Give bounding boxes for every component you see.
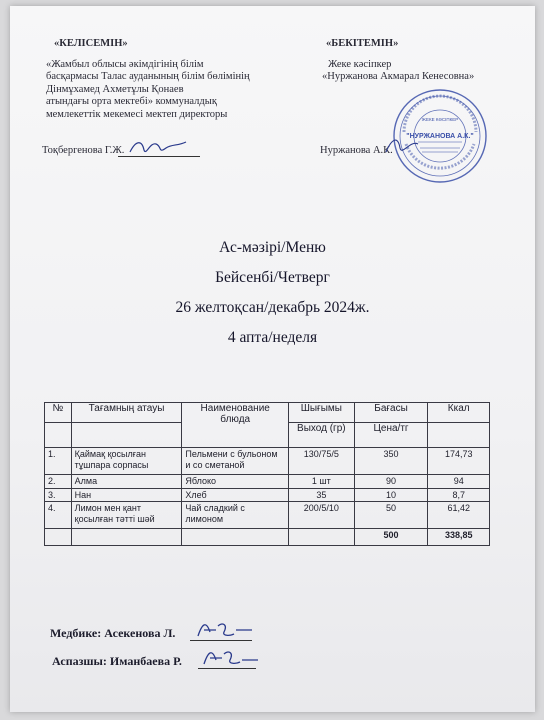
title-date: 26 желтоқсан/декабрь 2024ж.: [175, 299, 370, 316]
cook-signature-line: [198, 668, 256, 669]
table-row: [45, 488, 490, 502]
cell-name-kz: Лимон мен қант қосылған тәтті шәй: [71, 502, 182, 529]
table-row: [45, 502, 490, 529]
cell-num: 4.: [45, 502, 72, 529]
table-row: [45, 448, 490, 475]
cell-num: 3.: [45, 488, 72, 502]
cell-yield: 130/75/5: [289, 448, 355, 475]
cell-kcal: 8,7: [428, 488, 490, 502]
cell-num: 1.: [45, 448, 72, 475]
menu-table: [44, 402, 490, 546]
cell-price: 90: [354, 475, 428, 489]
header-kcal: Ккал: [428, 403, 490, 423]
right-header-title: «БЕКІТЕМІН»: [326, 38, 399, 49]
nurse-signature-mark: [194, 618, 254, 640]
left-header-line: «Жамбыл облысы әкімдігінің білім: [46, 58, 204, 70]
cell-name-kz: Қаймақ қосылған тұшпара сорпасы: [71, 448, 182, 475]
total-price: 500: [354, 529, 428, 546]
cell-yield: 200/5/10: [289, 502, 355, 529]
cell-yield: 1 шт: [289, 475, 355, 489]
header-yield-kz: Шығымы: [289, 403, 355, 423]
cell-num: 2.: [45, 475, 72, 489]
total-kcal: 338,85: [428, 529, 490, 546]
cook-signature-label: Аспазшы: Иманбаева Р.: [52, 654, 182, 668]
cell-name-ru: Чай сладкий с лимоном: [182, 502, 289, 529]
left-header-title: «КЕЛІСЕМІН»: [54, 38, 128, 49]
header-name-ru: Наименование блюда: [182, 403, 289, 448]
cell-yield: 35: [289, 488, 355, 502]
title-week: 4 апта/неделя: [227, 329, 318, 346]
cell-kcal: 94: [428, 475, 490, 489]
header-price-kz: Бағасы: [354, 403, 428, 423]
left-header-line: мемлекеттік мекемесі мектеп директоры: [46, 108, 228, 120]
right-header-line: «Нуржанова Акмарал Кенесовна»: [322, 71, 475, 82]
cook-signature-mark: [200, 646, 260, 668]
header-num: №: [45, 403, 72, 423]
left-header-line: Дінмұхамед Ахметұлы Қонаев: [46, 83, 184, 95]
cell-name-ru: Яблоко: [182, 475, 289, 489]
table-row: [45, 475, 490, 489]
cell-price: 350: [354, 448, 428, 475]
right-signature-name: Нуржанова А.К.: [320, 145, 393, 156]
cell-kcal: 61,42: [428, 502, 490, 529]
cell-price: 50: [354, 502, 428, 529]
table-total-row: [45, 529, 490, 546]
menu-titles: [10, 238, 535, 358]
right-signature-mark: [382, 134, 422, 158]
document-page: [10, 6, 535, 712]
nurse-signature-line: [190, 640, 252, 641]
left-header-line: атындағы орта мектебі» коммуналдық: [46, 96, 217, 107]
cell-price: 10: [354, 488, 428, 502]
approval-right-block: [322, 38, 474, 84]
cell-name-ru: Пельмени с бульоном и со сметаной: [182, 448, 289, 475]
left-header-line: басқармасы Талас ауданының білім бөлімінің: [46, 71, 250, 82]
approval-left-block: [46, 38, 250, 121]
header-name-kz: Тағамның атауы: [71, 403, 182, 423]
cell-name-ru: Хлеб: [182, 488, 289, 502]
nurse-signature-label: Медбике: Асекенова Л.: [50, 626, 176, 640]
cell-kcal: 174,73: [428, 448, 490, 475]
header-yield-ru: Выход (гр): [289, 423, 355, 448]
title-menu: Ас-мәзірі/Меню: [219, 239, 326, 256]
right-header-line: Жеке кәсіпкер: [328, 58, 392, 70]
title-day: Бейсенбі/Четверг: [215, 269, 330, 286]
cell-name-kz: Нан: [71, 488, 182, 502]
stamp-center-text: "НУРЖАНОВА А.К.": [406, 133, 474, 140]
stamp-inner-top: ЖЕКЕ КӘСІПКЕР: [421, 117, 459, 122]
left-signature-mark: [128, 136, 188, 158]
cell-name-kz: Алма: [71, 475, 182, 489]
left-signature-name: Тоқбергенова Г.Ж.: [42, 145, 125, 156]
table-header-row: [45, 403, 490, 423]
header-price-ru: Цена/тг: [354, 423, 428, 448]
